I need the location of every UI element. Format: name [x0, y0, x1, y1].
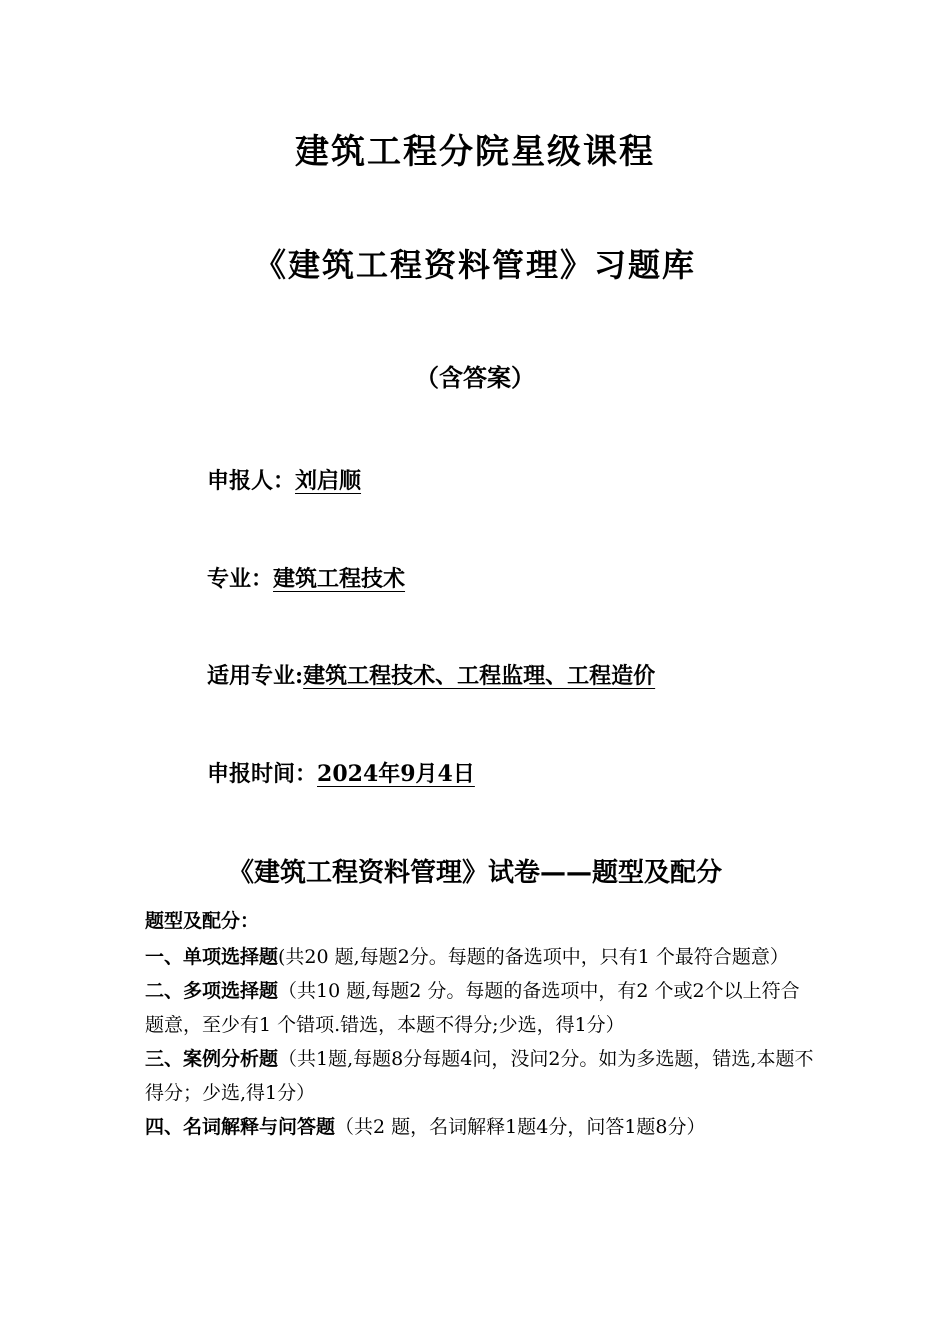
- item-label: 四、名词解释与问答题: [145, 1116, 336, 1138]
- question-type-list: [145, 940, 815, 1144]
- date-field: [207, 757, 475, 788]
- date-label: 申报时间：: [207, 761, 318, 787]
- document-subtitle: 《建筑工程资料管理》习题库: [253, 246, 696, 284]
- list-item: [145, 1042, 815, 1110]
- answer-note: （含答案）: [415, 364, 535, 392]
- applicable-major-value: 建筑工程技术、工程监理、工程造价: [303, 663, 656, 689]
- item-label: 二、多项选择题: [145, 980, 279, 1002]
- list-item: [145, 1110, 815, 1144]
- item-text: （共2 题，名词解释1题4分，问答1题8分）: [335, 1116, 706, 1138]
- applicable-major-field: [207, 659, 655, 690]
- item-text: （共1题,每题8分每题4问，没问2分。如为多选题，错选,本题不得分；少选,得1分）: [145, 1048, 814, 1104]
- date-value: 2024年9月4日: [317, 761, 475, 787]
- applicant-label: 申报人：: [207, 468, 296, 494]
- major-label: 专业：: [207, 566, 274, 592]
- list-item: [145, 940, 815, 974]
- document-title: 建筑工程分院星级课程: [295, 132, 655, 172]
- list-item: [145, 974, 815, 1042]
- item-label: 三、案例分析题: [145, 1048, 279, 1070]
- section-title: 《建筑工程资料管理》试卷——题型及配分: [227, 858, 722, 888]
- applicant-field: [207, 464, 361, 495]
- item-text: (共20 题,每题2分。每题的备选项中，只有1 个最符合题意）: [278, 946, 789, 968]
- item-label: 一、单项选择题: [145, 946, 279, 968]
- applicable-major-label: 适用专业:: [207, 663, 304, 689]
- major-value: 建筑工程技术: [273, 566, 406, 592]
- item-text: （共10 题,每题2 分。每题的备选项中，有2 个或2个以上符合题意，至少有1 个错项.错选，本题不得分;少选，得1分）: [145, 980, 800, 1036]
- major-field: [207, 562, 405, 593]
- section-intro: 题型及配分：: [145, 910, 260, 932]
- applicant-value: 刘启顺: [295, 468, 362, 494]
